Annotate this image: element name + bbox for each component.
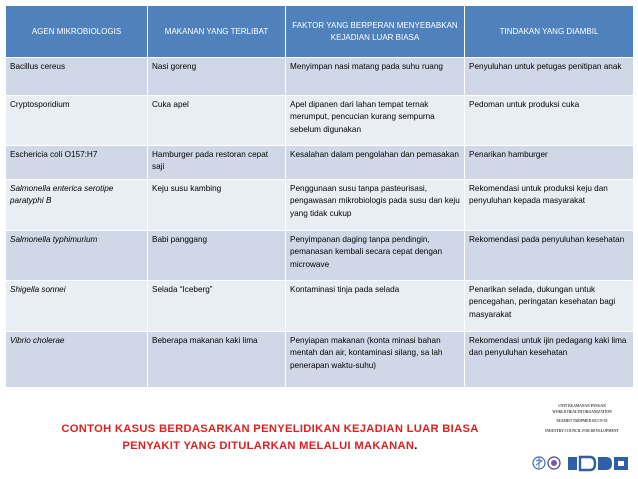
footer-title-line2 <box>20 438 520 455</box>
cell-factor: Penyimpanan daging tanpa pendingin, pemanasan kembali secara cepat dengan microwave <box>286 231 464 280</box>
cell-agent: Vibrio cholerae <box>6 332 147 387</box>
cell-action: Rekomendasi untuk ijin pedagang kaki lima dan penyuluhan kesehatan <box>465 332 633 387</box>
cell-agent: Bacillus cereus <box>6 58 147 95</box>
cell-agent: Eschericia coli O157:H7 <box>6 146 147 179</box>
table-row <box>6 332 633 387</box>
cell-factor: Kontaminasi tinja pada selada <box>286 281 464 331</box>
table-row <box>6 180 633 230</box>
header-food: MAKANAN YANG TERLIBAT <box>148 6 285 57</box>
cell-agent: Cryptosporidium <box>6 96 147 145</box>
icd-logo-icon <box>568 457 628 470</box>
table-header-row <box>6 6 633 57</box>
header-agent: AGEN MIKROBIOLOGIS <box>6 6 147 57</box>
case-table <box>5 5 634 388</box>
table-row <box>6 281 633 331</box>
logo-text-line: UNIT KEAMANAN PANGAN <box>558 404 606 408</box>
cell-action: Penyuluhan untuk petugas penitipan anak <box>465 58 633 95</box>
cell-action: Rekomendasi pada penyuluhan kesehatan <box>465 231 633 280</box>
cell-food: Keju susu kambing <box>148 180 285 230</box>
footer-title-period: . <box>414 440 418 452</box>
partner-logo-text <box>530 404 634 434</box>
cell-agent: Salmonella typhimurium <box>6 231 147 280</box>
cell-action: Pedoman untuk produksi cuka <box>465 96 633 145</box>
logo-text-line: SEAMEO TROPMED RCCN UI <box>556 419 608 423</box>
seameo-emblem-icon <box>548 457 560 469</box>
cell-food: Hamburger pada restoran cepat saji <box>148 146 285 179</box>
footer-title-line2-text: PENYAKIT YANG DITULARKAN MELALUI MAKANAN <box>122 440 415 452</box>
partner-logos <box>530 404 634 476</box>
cell-factor: Penyiapan makanan (konta minasi bahan mentah dan air, kontaminasi silang, sa lah penerapan waktu-suhu) <box>286 332 464 387</box>
header-factor: FAKTOR YANG BERPERAN MENYEBABKAN KEJADIAN LUAR BIASA <box>286 6 464 57</box>
logo-text-line: INDUSTRY COUNCIL FOR DEVELOPMENT <box>545 428 619 433</box>
cell-food: Babi panggang <box>148 231 285 280</box>
cell-factor: Menyimpan nasi matang pada suhu ruang <box>286 58 464 95</box>
table-row <box>6 96 633 145</box>
header-action: TINDAKAN YANG DIAMBIL <box>465 6 633 57</box>
footer-title <box>20 421 520 455</box>
cell-agent: Shigella sonnei <box>6 281 147 331</box>
cell-action: Rekomendasi untuk produksi keju dan penyuluhan kepada masyarakat <box>465 180 633 230</box>
cell-agent: Salmonella enterica serotipe paratyphi B <box>6 180 147 230</box>
cell-factor: Penggunaan susu tanpa pasteurisasi, pengawasan mikrobiologis pada susu dan keju yang tidak cukup <box>286 180 464 230</box>
cell-action: Penarikan selada, dukungan untuk pencegahan, peringatan kesehatan bagi masyarakat <box>465 281 633 331</box>
cell-food: Nasi goreng <box>148 58 285 95</box>
cell-factor: Kesalahan dalam pengolahan dan pemasakan <box>286 146 464 179</box>
partner-logo-icons <box>532 452 632 474</box>
table-row <box>6 58 633 95</box>
cell-food: Selada “Iceberg” <box>148 281 285 331</box>
cell-food: Cuka apel <box>148 96 285 145</box>
cell-food: Beberapa makanan kaki lima <box>148 332 285 387</box>
footer-title-line1: CONTOH KASUS BERDASARKAN PENYELIDIKAN KEJADIAN LUAR BIASA <box>61 423 479 435</box>
table-row <box>6 146 633 179</box>
logo-text-line: WORLD HEALTH ORGANIZATION <box>552 409 612 414</box>
cell-action: Penarikan hamburger <box>465 146 633 179</box>
cell-factor: Apel dipanen dari lahan tempat ternak merumput, pencucian kurang sempurna sebelum digunakan <box>286 96 464 145</box>
who-emblem-icon <box>533 457 545 469</box>
table-row <box>6 231 633 280</box>
